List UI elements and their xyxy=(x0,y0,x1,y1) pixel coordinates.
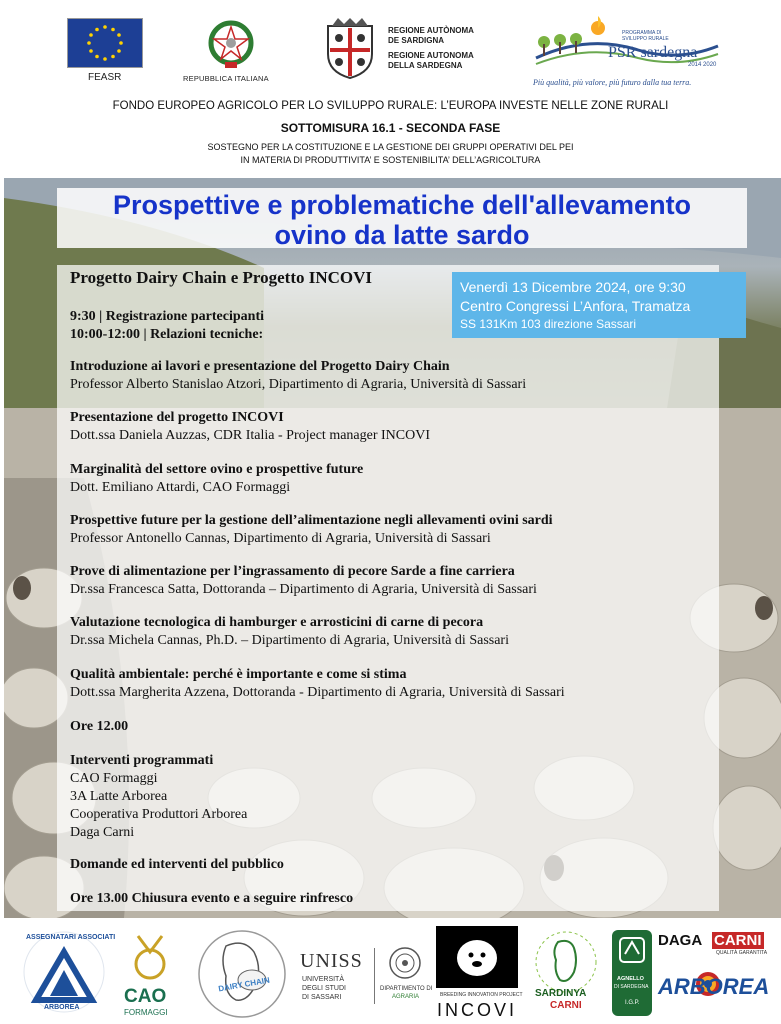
uniss-seal-icon xyxy=(388,946,422,980)
event-info-box xyxy=(452,272,746,338)
feasr-label: FEASR xyxy=(88,72,122,83)
talk-title: Prove di alimentazione per l’ingrassamento di pecore Sarde a fine carriera xyxy=(70,564,515,579)
intervention-item: Daga Carni xyxy=(70,825,135,840)
support-line2: IN MATERIA DI PRODUTTIVITA’ E SOSTENIBILITA’ DELL’AGRICOLTURA xyxy=(240,155,541,165)
intervention-item: 3A Latte Arborea xyxy=(70,789,168,804)
arborea-label: ARBOREA xyxy=(658,974,770,999)
event-title-line1: Prospettive e problematiche dell'allevamento xyxy=(112,190,692,220)
uniss-sub3: DI SASSARI xyxy=(302,994,342,1001)
talk-title: Marginalità del settore ovino e prospettive future xyxy=(70,462,364,477)
talk-title: Prospettive future per la gestione dell’alimentazione negli allevamenti ovini sardi xyxy=(70,513,553,528)
regione-line1: REGIONE AUTÒNOMA xyxy=(388,26,474,35)
intervention-item: CAO Formaggi xyxy=(70,771,158,786)
support-line1: SOSTEGNO PER LA COSTITUZIONE E LA GESTIONE DEI GRUPPI OPERATIVI DEL PEI xyxy=(207,142,574,152)
regione-line4: DELLA SARDEGNA xyxy=(388,61,463,70)
sardinia-crest-icon xyxy=(322,18,378,80)
carni-label: CARNI xyxy=(550,1000,582,1011)
header-logos xyxy=(0,0,781,95)
questions-line: Domande ed interventi del pubblico xyxy=(70,857,284,872)
talk-speaker: Dott.ssa Margherita Azzena, Dottoranda - Dipartimento di Agraria, Università di Sassari xyxy=(70,685,565,700)
psr-small-label: PROGRAMMA DI SVILUPPO RURALE xyxy=(622,30,669,42)
regione-sardegna-label xyxy=(388,26,474,71)
psr-motto: Più qualità, più valore, più futuro dalla tua terra. xyxy=(533,78,692,87)
submeasure-heading: SOTTOMISURA 16.1 - SECONDA FASE xyxy=(280,121,501,135)
talk-title: Introduzione ai lavori e presentazione del Progetto Dairy Chain xyxy=(70,359,450,374)
psr-years: 2014 2020 xyxy=(688,62,717,68)
noon-line: Ore 12.00 xyxy=(70,719,129,734)
uniss-divider xyxy=(374,948,375,1004)
uniss-sub1: UNIVERSITÀ xyxy=(302,976,345,983)
closing-line: Ore 13.00 Chiusura evento e a seguire rinfresco xyxy=(70,891,354,906)
regione-line2: DE SARDIGNA xyxy=(388,36,445,45)
reports-line: 10:00-12:00 | Relazioni tecniche: xyxy=(70,327,264,342)
sardinya-carni-logo-icon xyxy=(530,928,602,996)
projects-heading: Progetto Dairy Chain e Progetto INCOVI xyxy=(70,268,373,287)
talk-speaker: Professor Alberto Stanislao Atzori, Dipartimento di Agraria, Università di Sassari xyxy=(70,377,527,392)
fund-heading: FONDO EUROPEO AGRICOLO PER LO SVILUPPO RURALE: L’EUROPA INVESTE NELLE ZONE RURALI xyxy=(112,100,669,112)
cao-label: CAO xyxy=(124,986,167,1007)
support-heading xyxy=(0,141,781,167)
cao-sub-label: FORMAGGI xyxy=(124,1008,168,1017)
talk-title: Presentazione del progetto INCOVI xyxy=(70,410,284,425)
talk-speaker: Dott.ssa Daniela Auzzas, CDR Italia - Project manager INCOVI xyxy=(70,428,431,443)
event-venue: Centro Congressi L’Anfora, Tramatza xyxy=(460,298,691,314)
talk-speaker: Professor Antonello Cannas, Dipartimento di Agraria, Università di Sassari xyxy=(70,531,491,546)
event-title xyxy=(57,190,747,250)
agnello-label1: AGNELLO xyxy=(617,976,644,982)
daga-label: DAGA xyxy=(658,932,703,949)
sardinya-label: SARDINYA xyxy=(535,988,587,999)
interventions-heading: Interventi programmati xyxy=(70,753,214,768)
assegnatari-label: ASSEGNATARI ASSOCIATI xyxy=(26,934,116,941)
talk-title: Qualità ambientale: perché è importante e come si stima xyxy=(70,667,407,682)
uniss-sub2: DEGLI STUDI xyxy=(302,985,346,992)
daga-carni-label: CARNI xyxy=(714,932,762,949)
talk-speaker: Dr.ssa Michela Cannas, Ph.D. – Dipartimento di Agraria, Università di Sassari xyxy=(70,633,509,648)
dip-label1: DIPARTIMENTO DI xyxy=(380,986,433,992)
daga-sub-label: QUALITÀ GARANTITA xyxy=(716,950,768,956)
italian-emblem-icon xyxy=(207,18,255,70)
incovi-label: INCOVI xyxy=(437,1000,518,1020)
uniss-label: UNISS xyxy=(300,950,363,972)
dairy-chain-logo-icon xyxy=(196,928,288,1020)
event-date: Venerdì 13 Dicembre 2024, ore 9:30 xyxy=(460,279,686,295)
repubblica-label: REPUBBLICA ITALIANA xyxy=(183,74,269,83)
talk-speaker: Dott. Emiliano Attardi, CAO Formaggi xyxy=(70,480,291,495)
event-address: SS 131Km 103 direzione Sassari xyxy=(460,317,637,331)
incovi-small-label: BREEDING INNOVATION PROJECT xyxy=(440,992,523,998)
event-title-line2: ovino da latte sardo xyxy=(274,220,530,250)
dairy-chain-label: DAIRY CHAIN xyxy=(217,975,271,994)
regione-line3: REGIONE AUTONOMA xyxy=(388,51,474,60)
footer-logos xyxy=(0,920,781,1024)
assegnatari-arborea-label: ARBOREA xyxy=(44,1004,80,1011)
registration-line: 9:30 | Registrazione partecipanti xyxy=(70,309,264,324)
intervention-item: Cooperativa Produttori Arborea xyxy=(70,807,248,822)
talk-speaker: Dr.ssa Francesca Satta, Dottoranda – Dipartimento di Agraria, Università di Sassari xyxy=(70,582,537,597)
incovi-logo-icon xyxy=(436,926,518,988)
psr-title: PSR sardegna xyxy=(608,44,698,61)
talk-title: Valutazione tecnologica di hamburger e arrosticini di carne di pecora xyxy=(70,615,484,630)
dip-label2: AGRARIA xyxy=(392,994,420,1000)
agnello-label2: DI SARDEGNA xyxy=(614,984,649,990)
cao-logo-icon xyxy=(126,930,174,982)
eu-flag-icon xyxy=(67,18,143,68)
agnello-label3: I.G.P. xyxy=(625,1000,640,1006)
